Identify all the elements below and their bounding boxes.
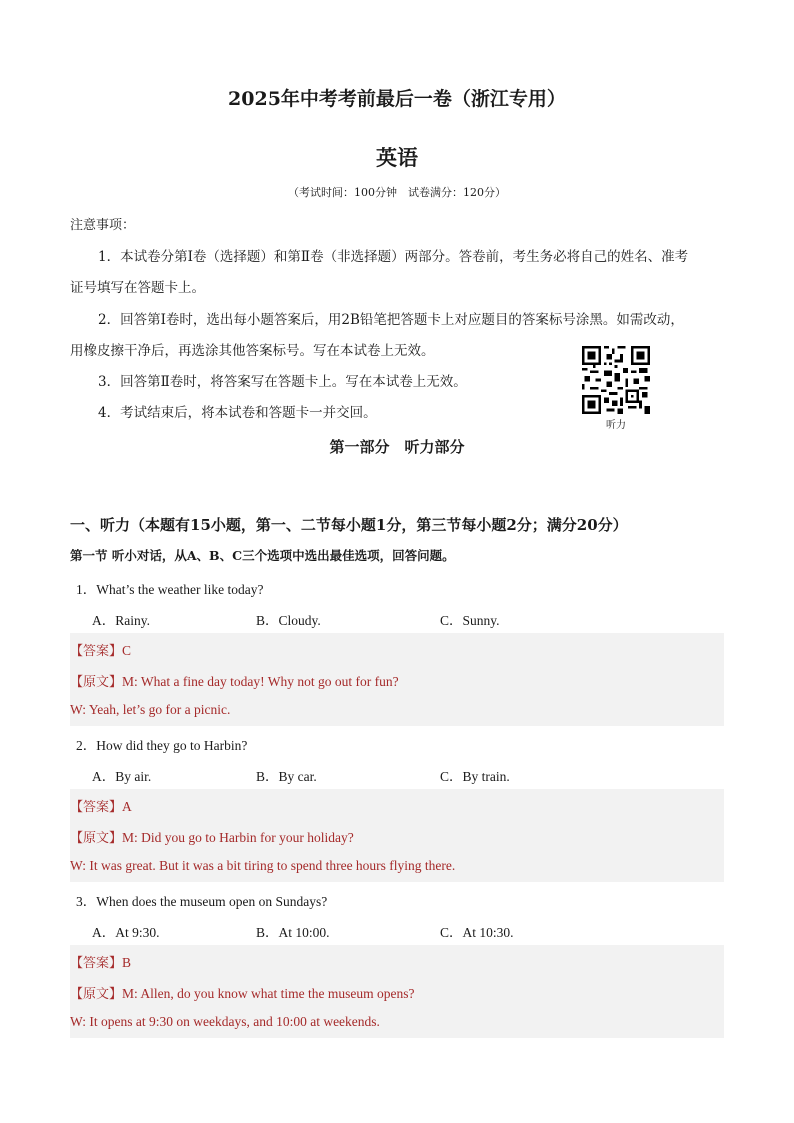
subject-title: 英语 xyxy=(376,145,418,170)
option-b: B．By car. xyxy=(256,769,317,784)
transcript-text: W: Yeah, let’s go for a picnic. xyxy=(70,702,231,717)
option-c: C．At 10:30. xyxy=(440,925,514,940)
answer-value: A xyxy=(122,799,132,814)
notice-line: 2．回答第Ⅰ卷时，选出每小题答案后，用2B铅笔把答题卡上对应题目的答案标号涂黑。如需改动， xyxy=(98,312,684,328)
answer-value: C xyxy=(122,643,132,658)
question-stem: 1．What’s the weather like today? xyxy=(76,582,264,597)
question-stem: 2．How did they go to Harbin? xyxy=(76,738,248,753)
notice-heading: 注意事项： xyxy=(70,218,136,233)
notice-line: 3．回答第Ⅱ卷时，将答案写在答题卡上。写在本试卷上无效。 xyxy=(98,374,467,390)
answer-label: 【答案】 xyxy=(70,956,123,971)
transcript-line xyxy=(70,983,414,1002)
subsection-title: 第一节 听小对话，从A、B、C三个选项中选出最佳选项，回答问题。 xyxy=(70,548,455,563)
option-c: C．Sunny. xyxy=(440,613,500,628)
part-title: 第一部分 听力部分 xyxy=(329,438,465,456)
qr-caption: 听力 xyxy=(606,420,626,431)
option-b: B．Cloudy. xyxy=(256,613,321,628)
transcript-line xyxy=(70,827,354,846)
transcript-label: 【原文】 xyxy=(70,675,123,690)
answer-line xyxy=(70,952,131,971)
answer-label: 【答案】 xyxy=(70,644,123,659)
transcript-label: 【原文】 xyxy=(70,831,123,846)
notice-line: 4．考试结束后，将本试卷和答题卡一并交回。 xyxy=(98,405,377,421)
option-a: A．Rainy. xyxy=(92,613,150,628)
option-c: C．By train. xyxy=(440,769,510,784)
transcript-line xyxy=(70,671,399,690)
transcript-text: M: What a fine day today! Why not go out for fun? xyxy=(122,674,399,689)
qr-code-image[interactable] xyxy=(582,346,650,414)
section-title: 一、听力（本题有15小题，第一、二节每小题1分，第三节每小题2分；满分20分） xyxy=(70,516,628,534)
notice-line: 证号填写在答题卡上。 xyxy=(70,280,205,296)
option-b: B．At 10:00. xyxy=(256,925,330,940)
answer-value: B xyxy=(122,955,132,970)
transcript-label: 【原文】 xyxy=(70,987,123,1002)
option-a: A．At 9:30. xyxy=(92,925,160,940)
exam-info: （考试时间：100分钟 试卷满分：120分） xyxy=(288,186,506,199)
transcript-text: W: It was great. But it was a bit tiring to spend three hours flying there. xyxy=(70,858,456,873)
transcript-text: M: Allen, do you know what time the museum opens? xyxy=(122,986,415,1001)
exam-title: 2025年中考考前最后一卷（浙江专用） xyxy=(228,88,566,110)
transcript-text: M: Did you go to Harbin for your holiday? xyxy=(122,830,354,845)
question-stem: 3．When does the museum open on Sundays? xyxy=(76,894,328,909)
notice-line: 用橡皮擦干净后，再选涂其他答案标号。写在本试卷上无效。 xyxy=(70,343,435,359)
answer-line xyxy=(70,796,132,815)
answer-label: 【答案】 xyxy=(70,800,123,815)
answer-line xyxy=(70,640,131,659)
transcript-text: W: It opens at 9:30 on weekdays, and 10:00 at weekends. xyxy=(70,1014,380,1029)
option-a: A．By air. xyxy=(92,769,152,784)
notice-line: 1．本试卷分第Ⅰ卷（选择题）和第Ⅱ卷（非选择题）两部分。答卷前，考生务必将自己的姓名、准考 xyxy=(98,249,689,265)
